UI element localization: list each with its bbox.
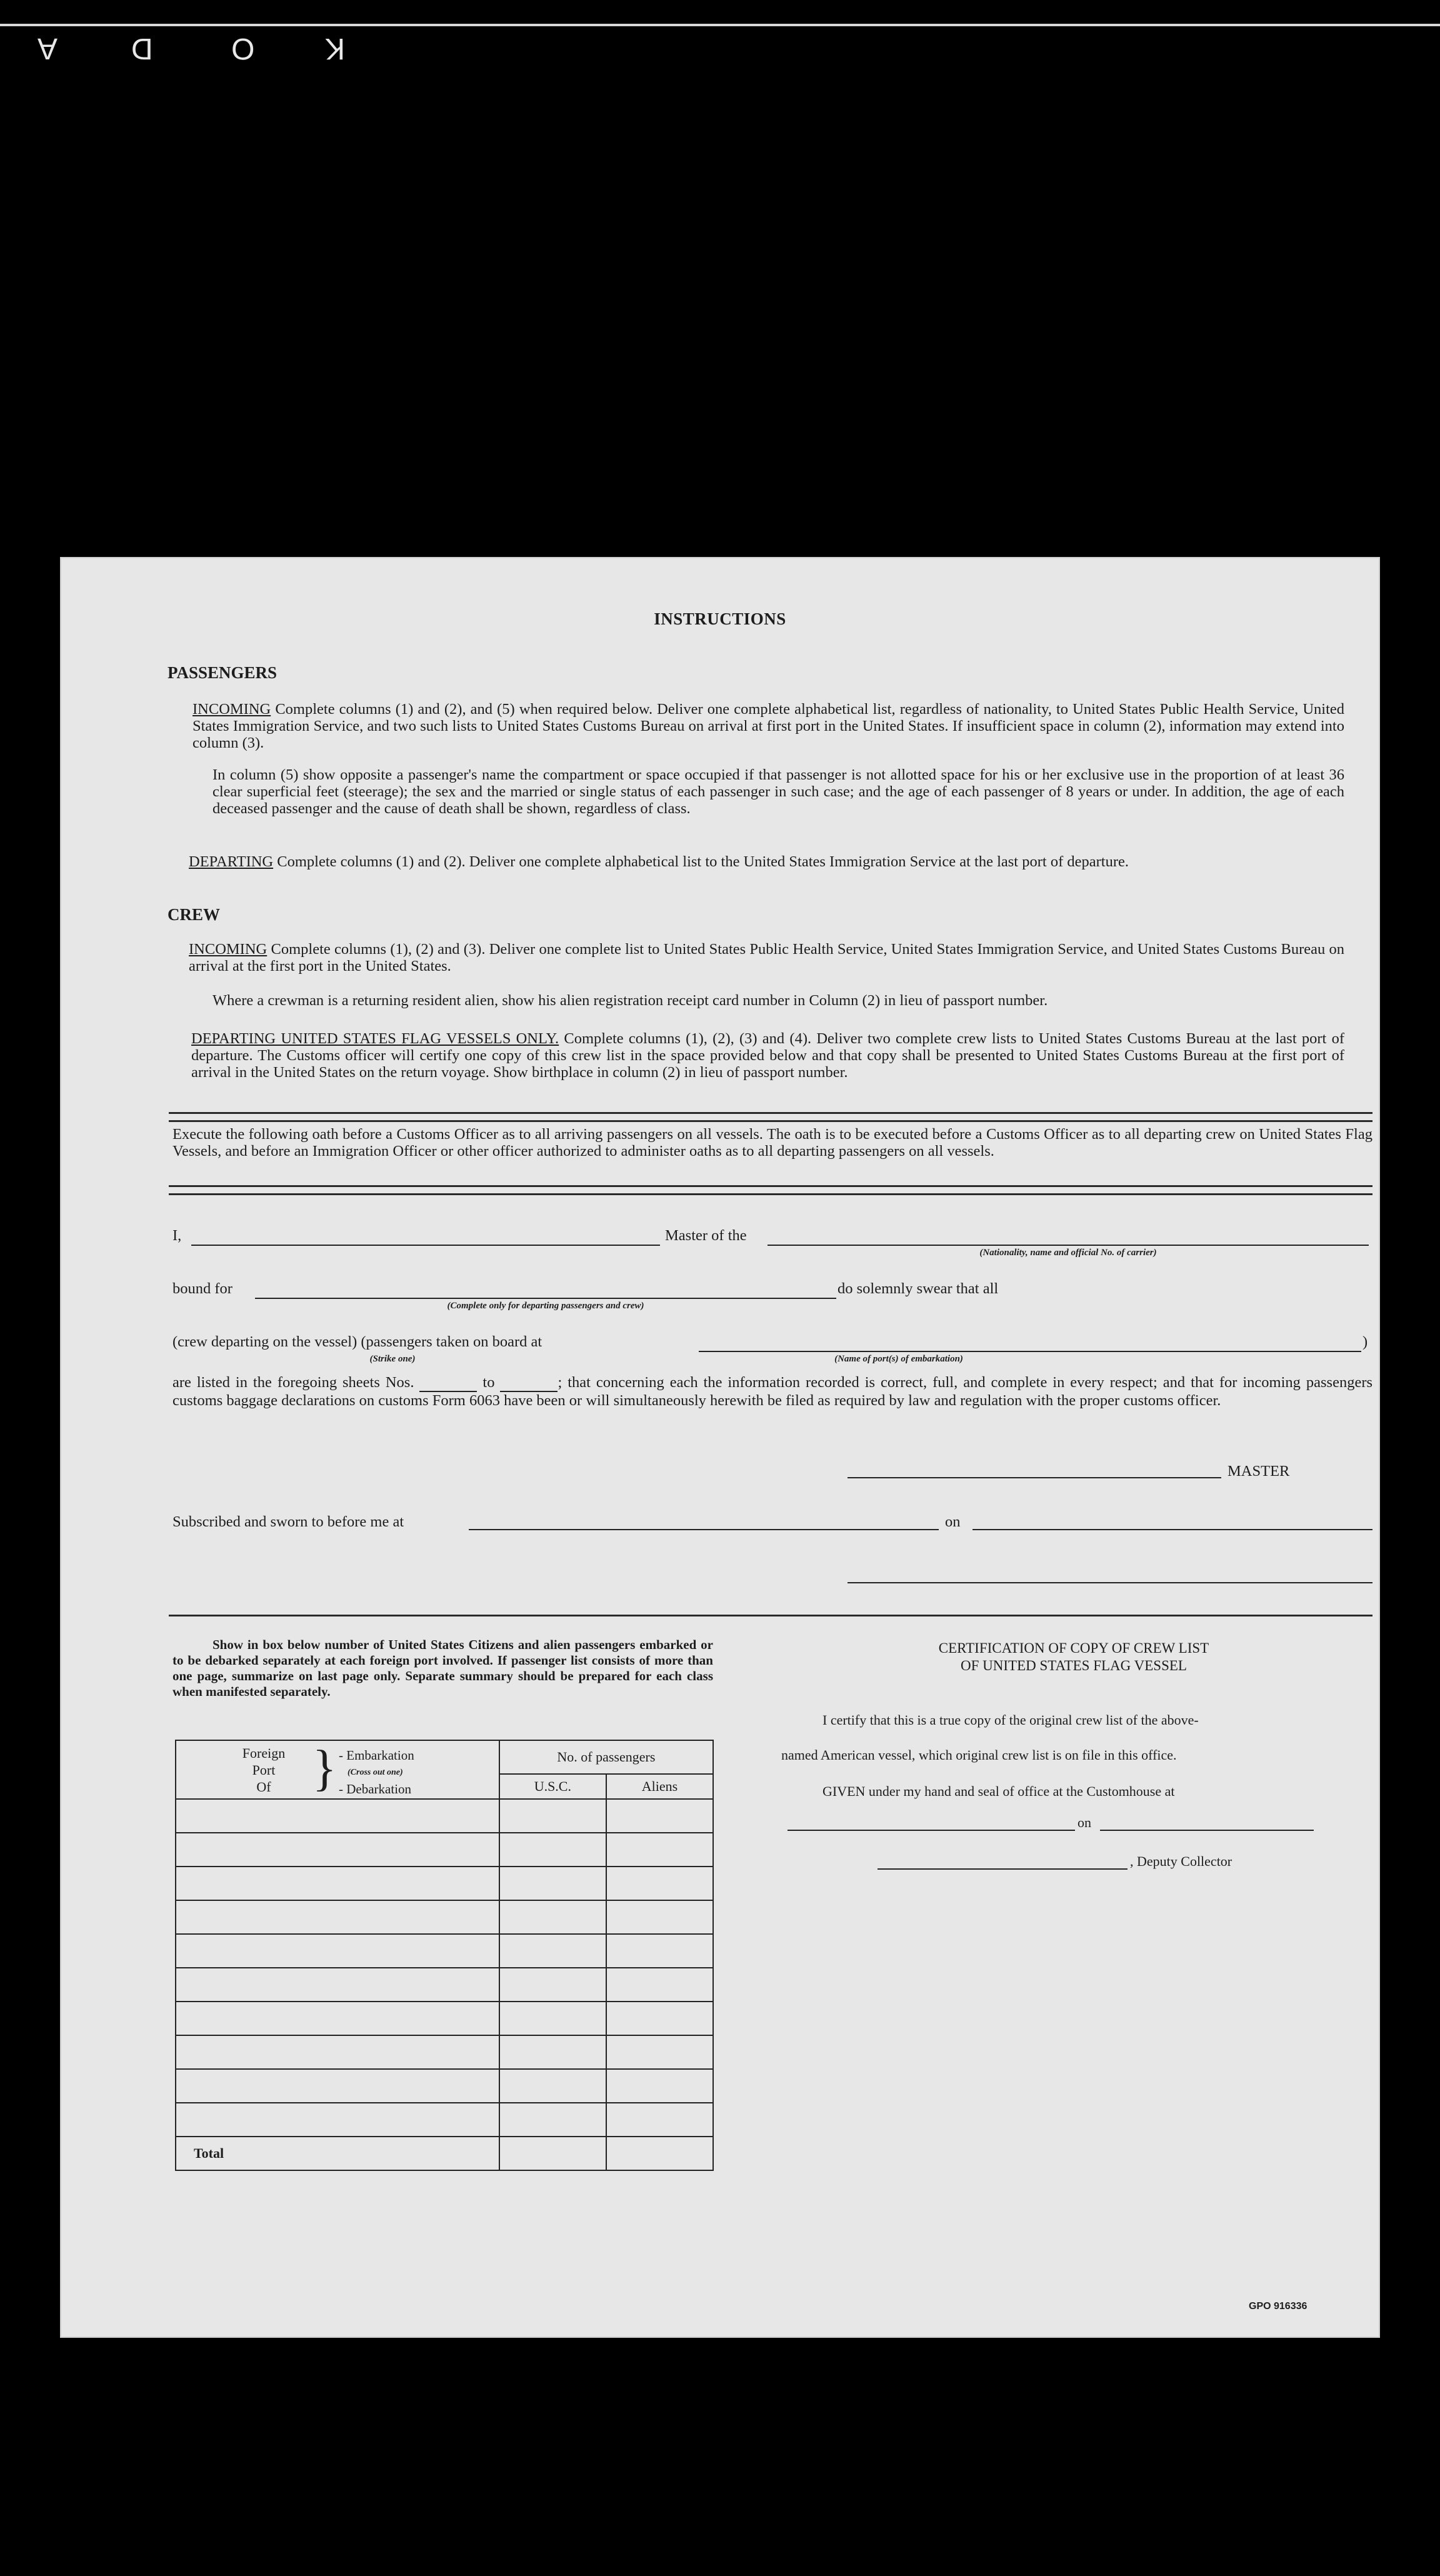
film-mark: O [231, 32, 255, 65]
of-label: Of [256, 1779, 271, 1795]
page-title: INSTRUCTIONS [654, 609, 786, 628]
port-label: Port [252, 1762, 276, 1778]
oath-rest-text: ; that concerning each the information recorded is correct, full, and complete in every respect; and that for incoming passengers customs baggage declarations on customs Form 6063 have been or will simultaneously herewith be filed as required by law and regulation with the proper customs officer. [172, 1374, 1373, 1409]
gpo-imprint: GPO 916336 [1249, 2301, 1308, 2312]
strike-caption: (Strike one) [369, 1354, 416, 1364]
total-label: Total [176, 2137, 499, 2170]
officer-signature-field[interactable] [848, 1582, 1372, 1583]
passengers-incoming-paragraph [192, 701, 1344, 751]
cert-on-label: on [1078, 1815, 1091, 1830]
crew-departing-paragraph [191, 1030, 1344, 1081]
certification-title [774, 1640, 1374, 1675]
debarkation-option[interactable]: - Debarkation [339, 1782, 412, 1797]
cert-title-line-2: OF UNITED STATES FLAG VESSEL [961, 1658, 1187, 1673]
cert-title-line-1: CERTIFICATION OF COPY OF CREW LIST [938, 1640, 1209, 1656]
table-row[interactable] [176, 1799, 713, 1833]
bound-for-field[interactable] [255, 1298, 836, 1299]
film-edge-markings [38, 31, 362, 69]
section-divider [169, 1615, 1372, 1616]
table-row[interactable] [176, 2035, 713, 2069]
crew-incoming-text: Complete columns (1), (2) and (3). Deliver one complete list to United States Public Health Service, United States Immigration Service, and United States Customs Bureau on arrival at the first port in the United States. [189, 941, 1345, 975]
usc-header: U.S.C. [499, 1774, 606, 1799]
embarkation-port-caption: (Name of port(s) of embarkation) [834, 1354, 963, 1364]
embarkation-option[interactable]: - Embarkation [339, 1748, 414, 1763]
sheet-to-field[interactable] [500, 1374, 558, 1392]
passengers-departing-text: Complete columns (1) and (2). Deliver one complete alphabetical list to the United States Immigration Service at the last port of departure. [277, 853, 1129, 870]
crew-incoming-paragraph [189, 941, 1344, 975]
passengers-heading: PASSENGERS [168, 663, 278, 682]
no-passengers-header: No. of passengers [499, 1740, 713, 1774]
summary-note: Show in box below number of United States Citizens and alien passengers embarked or to be debarked separately at each foreign port involved. If passenger list consists of more than one page, summarize on last page only. Separate summary should be prepared for each class when manifested separately. [172, 1637, 713, 1699]
cert-text-2: named American vessel, which original crew list is on file in this office. [781, 1747, 1177, 1763]
embarkation-port-field[interactable] [699, 1351, 1361, 1352]
passengers-departing-paragraph [189, 853, 1344, 870]
film-mark: D [131, 32, 153, 65]
cert-text-3: GIVEN under my hand and seal of office at the Customhouse at [822, 1783, 1175, 1799]
deputy-collector-label: , Deputy Collector [1130, 1853, 1232, 1869]
close-paren: ) [1362, 1333, 1368, 1350]
oath-intro-paragraph: Execute the following oath before a Customs Officer as to all arriving passengers on all vessels. The oath is to be executed before a Customs Officer as to all departing crew on United States Flag Vessels, and before an Immigration Officer or other officer authorized to administer oaths as to all departing passengers on all vessels. [172, 1126, 1372, 1160]
film-mark: K [325, 32, 346, 65]
master-name-field[interactable] [191, 1245, 660, 1246]
crew-heading: CREW [168, 905, 221, 924]
table-row[interactable] [176, 1934, 713, 1968]
passenger-summary-table [175, 1740, 714, 2171]
master-label: MASTER [1228, 1463, 1290, 1480]
on-label: on [945, 1513, 961, 1530]
document-page [61, 558, 1379, 2337]
section-divider [169, 1185, 1372, 1195]
sworn-place-field[interactable] [469, 1529, 939, 1530]
cert-date-field[interactable] [1100, 1830, 1314, 1831]
foreign-port-header [176, 1740, 499, 1799]
table-row[interactable] [176, 2103, 713, 2137]
swear-label: do solemnly swear that all [838, 1280, 999, 1297]
deputy-signature-field[interactable] [878, 1868, 1128, 1870]
cert-text-1: I certify that this is a true copy of the original crew list of the above- [822, 1712, 1199, 1728]
crew-departing-label: (crew departing on the vessel) (passengers taken on board at [172, 1333, 542, 1350]
table-row[interactable] [176, 2002, 713, 2035]
carrier-field[interactable] [768, 1245, 1369, 1246]
table-row[interactable] [176, 1900, 713, 1934]
brace-glyph: } [312, 1741, 337, 1796]
passengers-column5-paragraph: In column (5) show opposite a passenger's name the compartment or space occupied if that passenger is not allotted space for his or her exclusive use in the proportion of at least 36 clear superficial feet (steerage); the sex and the married or single status of each passenger in such case; and the age of each passenger of 8 years or under. In addition, the age of each deceased passenger and the cause of death shall be shown, regardless of class. [212, 766, 1344, 817]
passengers-incoming-text: Complete columns (1) and (2), and (5) when required below. Deliver one complete alphabetical list, regardless of nationality, to United States Public Health Service, United States Immigration Service, and two such lists to United States Customs Bureau on arrival at first port in the United States. If insufficient space in column (2), information may extend into column (3). [192, 701, 1344, 751]
film-edge-line [0, 24, 1440, 26]
sworn-date-field[interactable] [972, 1529, 1372, 1530]
master-signature-field[interactable] [848, 1477, 1221, 1478]
total-row[interactable] [176, 2137, 713, 2170]
table-row[interactable] [176, 2069, 713, 2103]
table-row[interactable] [176, 1867, 713, 1900]
foreign-label: Foreign [242, 1745, 286, 1761]
crew-resident-paragraph: Where a crewman is a returning resident alien, show his alien registration receipt card number in Column (2) in lieu of passport number. [212, 992, 1048, 1009]
table-row[interactable] [176, 1968, 713, 2002]
listed-label: are listed in the foregoing sheets Nos. [172, 1374, 414, 1391]
bound-for-label: bound for [172, 1280, 232, 1297]
master-of-label: Master of the [665, 1227, 747, 1244]
oath-listed-paragraph [172, 1374, 1372, 1409]
table-row[interactable] [176, 1833, 713, 1867]
bound-for-caption: (Complete only for departing passengers and crew) [447, 1301, 644, 1311]
subscribed-label: Subscribed and sworn to before me at [172, 1513, 404, 1530]
passengers-incoming-label: INCOMING [192, 701, 271, 718]
carrier-caption: (Nationality, name and official No. of carrier) [979, 1248, 1157, 1258]
crew-departing-text: Complete columns (1), (2), (3) and (4). Deliver two complete crew lists to United States Customs Bureau at the last port of departure. The Customs officer will certify one copy of this crew list in the space provided below and that copy shall be presented to United States Customs Bureau at the first port of arrival in the United States on the return voyage. Show birthplace in column (2) in lieu of passport number. [191, 1030, 1344, 1081]
passengers-departing-label: DEPARTING [189, 853, 274, 870]
to-label: to [482, 1374, 495, 1391]
film-mark: A [38, 32, 58, 65]
cross-out-note: (Cross out one) [348, 1768, 403, 1777]
oath-i-label: I, [172, 1227, 182, 1244]
section-divider [169, 1112, 1372, 1122]
sheet-from-field[interactable] [419, 1374, 477, 1392]
customhouse-field[interactable] [788, 1830, 1075, 1831]
crew-incoming-label: INCOMING [189, 941, 268, 958]
aliens-header: Aliens [606, 1774, 713, 1799]
crew-departing-label: DEPARTING UNITED STATES FLAG VESSELS ONLY. [191, 1030, 559, 1047]
